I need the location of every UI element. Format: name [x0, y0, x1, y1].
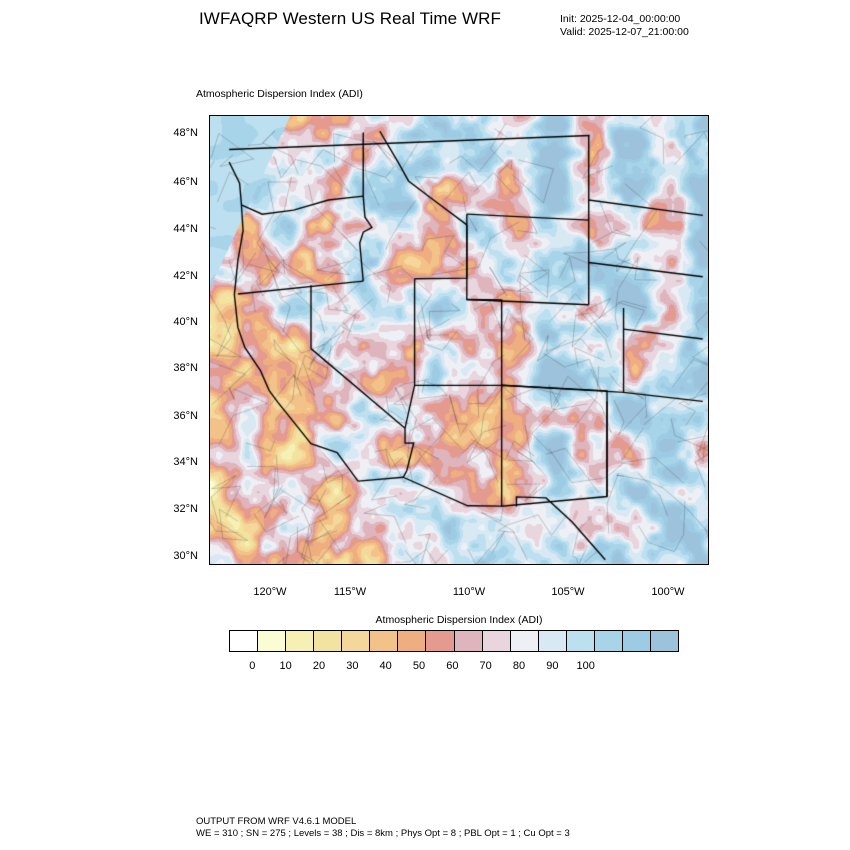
colorbar-swatch [426, 631, 454, 651]
colorbar-tick-label: 30 [346, 660, 359, 672]
colorbar-tick-labels [229, 660, 679, 676]
colorbar-swatch [314, 631, 342, 651]
footer-line-1: OUTPUT FROM WRF V4.6.1 MODEL [196, 816, 357, 827]
colorbar-swatch [623, 631, 651, 651]
colorbar-tick-label: 60 [446, 660, 459, 672]
colorbar-tick-label: 80 [512, 660, 526, 672]
lon-label: 115°W [333, 586, 367, 598]
map-plot-area[interactable] [209, 115, 709, 565]
colorbar-tick-label: 50 [412, 660, 426, 672]
colorbar-swatch [230, 631, 258, 651]
colorbar-swatch [455, 631, 483, 651]
lat-label: 44°N [173, 223, 198, 235]
lon-label: 110°W [452, 586, 486, 598]
plot-subtitle: Atmospheric Dispersion Index (ADI) [196, 88, 363, 100]
lat-label: 46°N [173, 176, 198, 188]
colorbar-swatch [651, 631, 678, 651]
colorbar-swatch [398, 631, 426, 651]
lon-label: 120°W [253, 586, 287, 598]
lat-label: 38°N [173, 362, 198, 374]
colorbar-tick-label: 90 [546, 660, 559, 672]
lat-label: 40°N [173, 316, 198, 328]
model-info-footer [196, 816, 570, 840]
colorbar-swatch [258, 631, 286, 651]
colorbar-swatch [483, 631, 511, 651]
lon-label: 105°W [551, 586, 585, 598]
lat-label: 48°N [173, 127, 198, 139]
lat-label: 30°N [173, 550, 198, 562]
footer-line-2: WE = 310 ; SN = 275 ; Levels = 38 ; Dis = 8km ; Phys Opt = 8 ; PBL Opt = 1 ; Cu Opt = 3 [196, 828, 570, 839]
colorbar-swatch [286, 631, 314, 651]
lat-label: 36°N [173, 410, 198, 422]
colorbar-tick-label: 40 [379, 660, 392, 672]
adi-heatmap-canvas [210, 116, 708, 564]
colorbar-tick-label: 10 [279, 660, 292, 672]
lat-label: 34°N [173, 456, 198, 468]
lat-label: 32°N [173, 503, 198, 515]
init-time: Init: 2025-12-04_00:00:00 [560, 13, 681, 25]
colorbar-tick-label: 70 [479, 660, 492, 672]
valid-time: Valid: 2025-12-07_21:00:00 [560, 26, 689, 38]
lat-label: 42°N [173, 270, 198, 282]
colorbar-title: Atmospheric Dispersion Index (ADI) [375, 614, 543, 626]
colorbar-swatch [567, 631, 595, 651]
colorbar-tick-label: 20 [312, 660, 326, 672]
colorbar-swatch [595, 631, 623, 651]
colorbar-swatch [370, 631, 398, 651]
colorbar-swatch [539, 631, 567, 651]
colorbar-swatch [511, 631, 539, 651]
colorbar [229, 630, 679, 652]
colorbar-swatch [342, 631, 370, 651]
colorbar-tick-label: 0 [249, 660, 256, 672]
run-info [560, 13, 689, 39]
lon-label: 100°W [651, 586, 685, 598]
page-title: IWFAQRP Western US Real Time WRF [198, 9, 501, 28]
colorbar-tick-label: 100 [576, 660, 595, 672]
